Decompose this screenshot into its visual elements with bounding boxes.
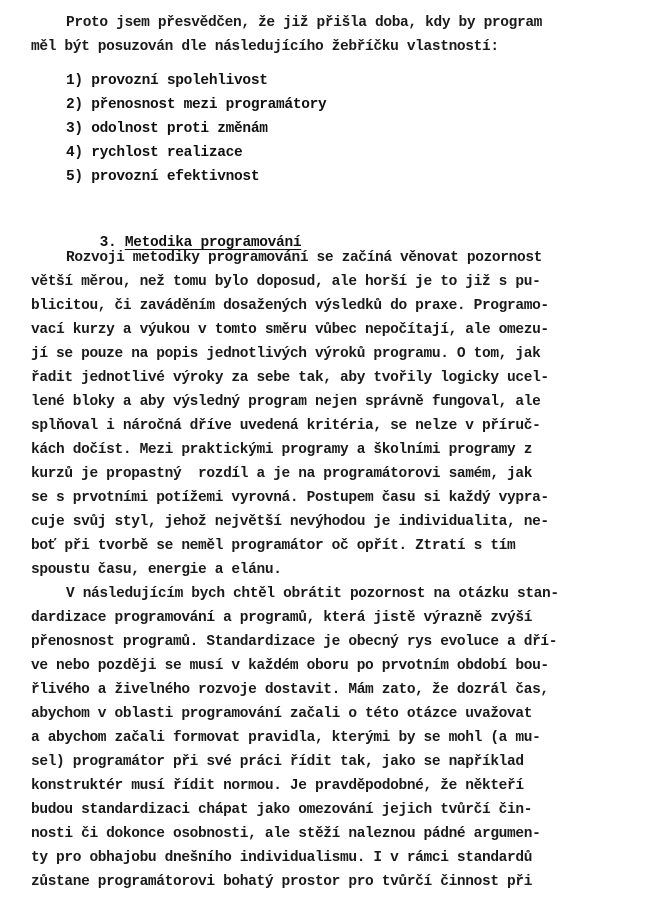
list-item: 4) rychlost realizace (66, 145, 243, 161)
paragraph-line: blicitou, či zaváděním dosažených výsledků do praxe. Programo- (31, 298, 549, 314)
paragraph-line: přenosnost programů. Standardizace je obecný rys evoluce a dří- (31, 634, 558, 650)
paragraph-line: dardizace programování a programů, která jistě výrazně zvýší (31, 610, 533, 626)
paragraph-line: cuje svůj styl, jehož největší nevýhodou je individualita, ne- (31, 514, 549, 530)
paragraph-line: abychom v oblasti programování začali o této otázce uvažovat (31, 706, 533, 722)
intro-line: měl být posuzován dle následujícího žebříčku vlastností: (31, 39, 499, 55)
paragraph-line: nosti či dokonce osobnosti, ale stěží naleznou pádné argumen- (31, 826, 541, 842)
paragraph-line: budou standardizaci chápat jako omezování jejich tvůrčí čin- (31, 802, 533, 818)
list-item: 1) provozní spolehlivost (66, 73, 268, 89)
paragraph-line: se s prvotními potížemi vyrovná. Postupem času si každý vypra- (31, 490, 549, 506)
paragraph-line: řlivého a živelného rozvoje dostavit. Mám zato, že dozrál čas, (31, 682, 549, 698)
paragraph-line: ty pro obhajobu dnešního individualismu. I v rámci standardů (31, 850, 533, 866)
paragraph-line: boť při tvorbě se neměl programátor oč opřít. Ztratí s tím (31, 538, 516, 554)
paragraph-line: splňoval i náročná dříve uvedená kritéria, se nelze v příruč- (31, 418, 541, 434)
paragraph-line: V následujícím bych chtěl obrátit pozornost na otázku stan- (66, 586, 559, 602)
paragraph-line: lené bloky a aby výsledný program nejen správně fungoval, ale (31, 394, 541, 410)
section-title: Metodika programování (124, 235, 302, 251)
paragraph-line: kách dočíst. Mezi praktickými programy a školními programy z (31, 442, 533, 458)
paragraph-line: ve nebo později se musí v každém oboru po prvotním období bou- (31, 658, 549, 674)
paragraph-line: vací kurzy a výukou v tomto směru vůbec nepočítají, ale omezu- (31, 322, 549, 338)
paragraph-line: řadit jednotlivé výroky za sebe tak, aby tvořily logicky ucel- (31, 370, 549, 386)
paragraph-line: Rozvoji metodiky programování se začíná věnovat pozornost (66, 250, 543, 266)
paragraph-line: jí se pouze na popis jednotlivých výroků programu. O tom, jak (31, 346, 541, 362)
paragraph-line: zůstane programátorovi bohatý prostor pro tvůrčí činnost při (31, 874, 533, 890)
list-item: 3) odolnost proti změnám (66, 121, 268, 137)
list-item: 2) přenosnost mezi programátory (66, 97, 327, 113)
paragraph-line: kurzů je propastný rozdíl a je na programátorovi samém, jak (31, 466, 533, 482)
paragraph-line: konstruktér musí řídit normou. Je pravděpodobné, že někteří (31, 778, 524, 794)
paragraph-line: sel) programátor při své práci řídit tak, jako se například (31, 754, 524, 770)
paragraph-line: větší měrou, než tomu bylo doposud, ale horší je to již s pu- (31, 274, 541, 290)
section-number: 3. (99, 235, 117, 251)
paragraph-line: spoustu času, energie a elánu. (31, 562, 282, 578)
paragraph-line: a abychom začali formovat pravidla, kterými by se mohl (a mu- (31, 730, 541, 746)
list-item: 5) provozní efektivnost (66, 169, 260, 185)
intro-line: Proto jsem přesvědčen, že již přišla doba, kdy by program (66, 15, 543, 31)
